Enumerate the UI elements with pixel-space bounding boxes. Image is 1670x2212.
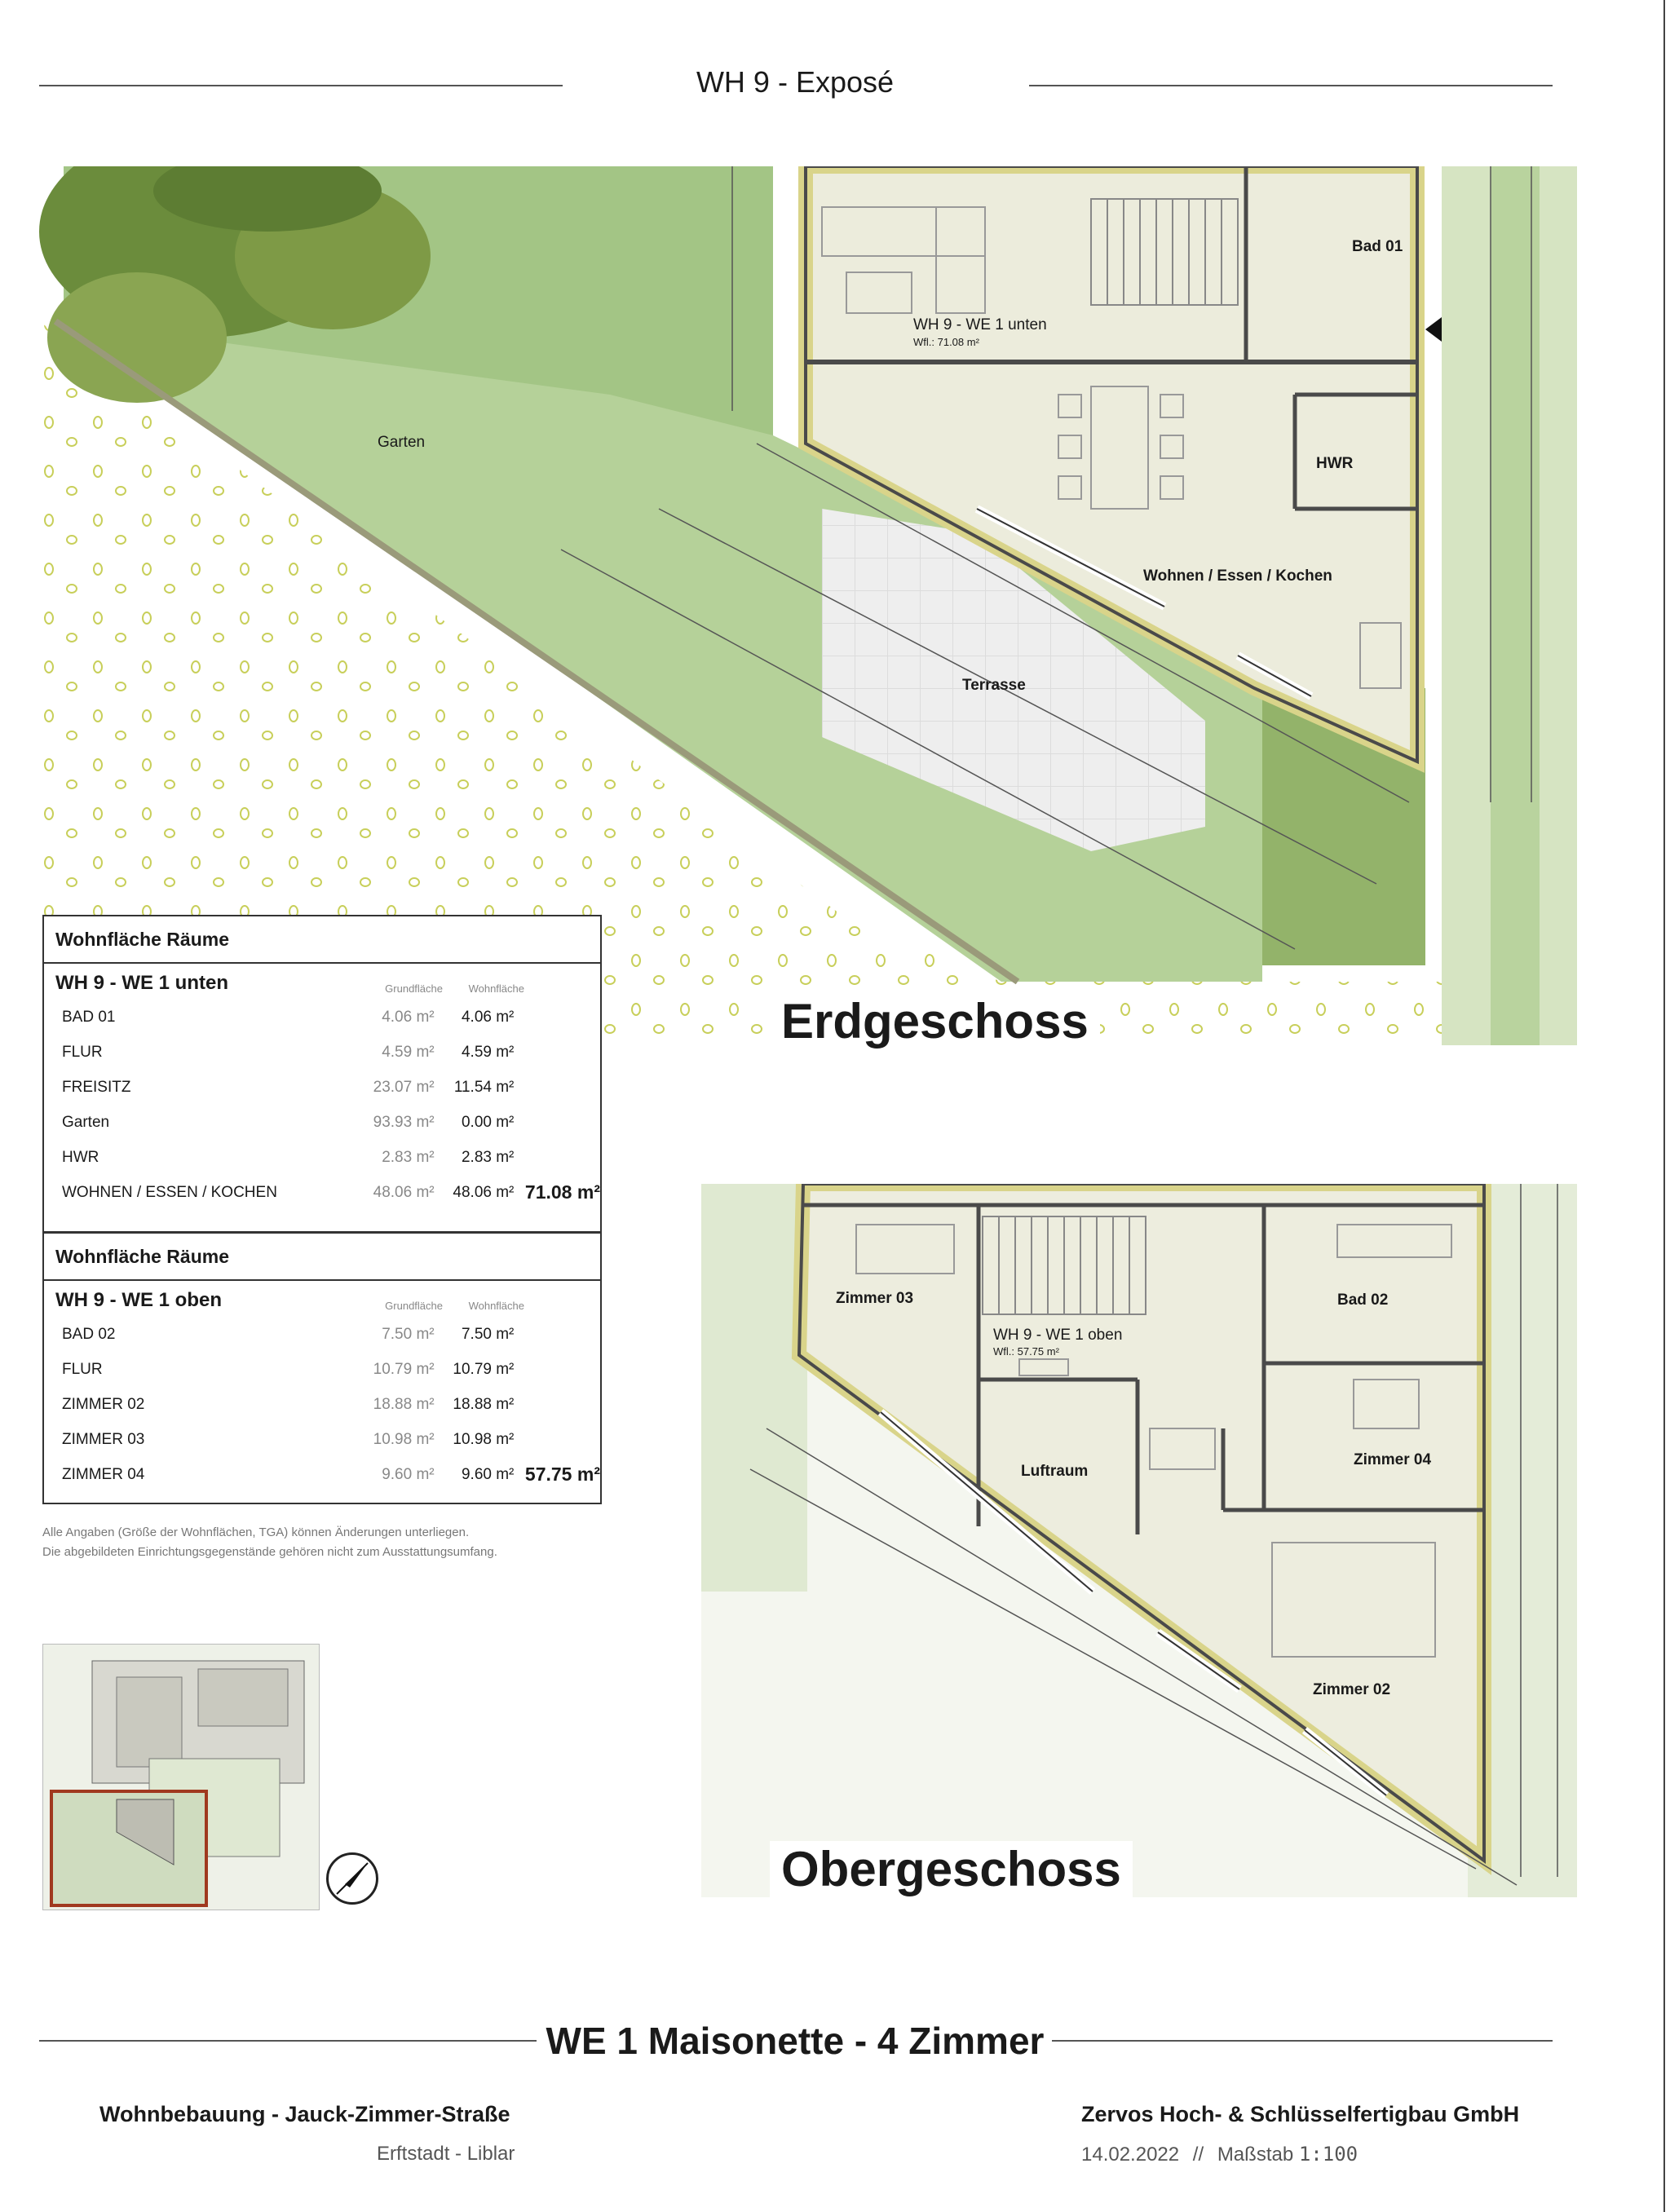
row-total: 57.75 m²	[524, 1464, 600, 1485]
row-wohn: 10.98 m²	[453, 1431, 515, 1448]
date-scale-line	[1081, 2143, 1358, 2166]
table-row	[44, 1422, 600, 1457]
table-row	[44, 1457, 600, 1492]
table-heading: Wohnfläche Räume	[44, 1234, 600, 1281]
row-grund: 10.98 m²	[373, 1431, 435, 1448]
table-row	[44, 1175, 600, 1210]
label-unit-unten-area: Wfl.: 71.08 m²	[913, 336, 979, 348]
row-wohn: 11.54 m²	[453, 1079, 515, 1096]
row-wohn: 2.83 m²	[461, 1149, 515, 1166]
row-wohn: 18.88 m²	[453, 1396, 515, 1413]
row-name: ZIMMER 03	[62, 1431, 145, 1448]
area-table-unten	[42, 915, 602, 1233]
row-grund: 4.06 m²	[382, 1009, 435, 1026]
table-row	[44, 1140, 600, 1175]
label-wohnen-essen-kochen: Wohnen / Essen / Kochen	[1143, 567, 1332, 585]
label-zimmer-02: Zimmer 02	[1313, 1681, 1391, 1698]
disclaimer-line-1: Alle Angaben (Größe der Wohnflächen, TGA) können Änderungen unterliegen.	[42, 1525, 470, 1539]
row-wohn: 48.06 m²	[453, 1184, 515, 1201]
table-row	[44, 1317, 600, 1352]
row-grund: 18.88 m²	[373, 1396, 435, 1413]
col-wohnflaeche: Wohnfläche	[468, 1300, 524, 1312]
row-wohn: 4.06 m²	[461, 1009, 515, 1026]
row-total	[514, 1070, 600, 1105]
row-name: ZIMMER 02	[62, 1396, 145, 1413]
table-unit: WH 9 - WE 1 oben	[55, 1289, 222, 1311]
row-name: FREISITZ	[62, 1079, 131, 1096]
project-name: Wohnbebauung - Jauck-Zimmer-Straße	[99, 2102, 510, 2126]
label-unit-oben-area: Wfl.: 57.75 m²	[993, 1345, 1059, 1358]
table-subheader	[44, 1281, 600, 1317]
label-unit-oben: WH 9 - WE 1 oben	[993, 1327, 1123, 1344]
row-total: 71.08 m²	[524, 1181, 600, 1203]
area-table-oben	[42, 1232, 602, 1504]
row-wohn: 7.50 m²	[461, 1326, 515, 1343]
row-name: Garten	[62, 1114, 110, 1131]
table-row	[44, 1387, 600, 1422]
row-name: BAD 01	[62, 1009, 116, 1026]
company-name: Zervos Hoch- & Schlüsselfertigbau GmbH	[1081, 2102, 1520, 2126]
footer-title	[0, 2019, 1590, 2063]
label-obergeschoss: Obergeschoss	[770, 1841, 1133, 1897]
table-subheader	[44, 964, 600, 1000]
label-zimmer-03: Zimmer 03	[836, 1290, 914, 1307]
row-grund: 48.06 m²	[373, 1184, 435, 1201]
label-bad-01: Bad 01	[1352, 238, 1403, 255]
row-name: FLUR	[62, 1361, 103, 1378]
row-name: HWR	[62, 1149, 99, 1166]
table-row	[44, 1352, 600, 1387]
row-name: BAD 02	[62, 1326, 116, 1343]
row-grund: 7.50 m²	[382, 1326, 435, 1343]
label-erdgeschoss: Erdgeschoss	[770, 993, 1100, 1049]
label-luftraum: Luftraum	[1021, 1463, 1089, 1480]
table-row	[44, 1105, 600, 1140]
table-heading: Wohnfläche Räume	[44, 916, 600, 964]
table-row	[44, 1035, 600, 1070]
label-hwr: HWR	[1316, 455, 1354, 472]
page-title: WH 9 - Exposé	[696, 65, 895, 99]
date-separator: //	[1192, 2144, 1204, 2166]
plan-date: 14.02.2022	[1081, 2144, 1180, 2166]
scale-label: Maßstab	[1217, 2144, 1294, 2166]
label-terrasse: Terrasse	[962, 677, 1026, 694]
row-grund: 93.93 m²	[373, 1114, 435, 1131]
row-grund: 10.79 m²	[373, 1361, 435, 1378]
row-wohn: 9.60 m²	[461, 1466, 515, 1483]
col-grundflaeche: Grundfläche	[385, 1300, 443, 1312]
row-grund: 4.59 m²	[382, 1044, 435, 1061]
table-row	[44, 1070, 600, 1105]
row-wohn: 0.00 m²	[461, 1114, 515, 1131]
col-grundflaeche: Grundfläche	[385, 982, 443, 995]
row-total	[514, 1105, 600, 1140]
row-total	[514, 1000, 600, 1035]
table-unit: WH 9 - WE 1 unten	[55, 972, 228, 994]
row-total	[514, 1352, 600, 1387]
upper-floor-plan	[701, 1184, 1577, 1897]
project-location: Erftstadt - Liblar	[377, 2143, 515, 2165]
row-total	[514, 1035, 600, 1070]
row-wohn: 4.59 m²	[461, 1044, 515, 1061]
col-wohnflaeche: Wohnfläche	[468, 982, 524, 995]
label-zimmer-04: Zimmer 04	[1354, 1451, 1432, 1468]
table-row	[44, 1000, 600, 1035]
label-garten: Garten	[378, 434, 426, 451]
footer-title-text: WE 1 Maisonette - 4 Zimmer	[538, 2020, 1053, 2062]
row-grund: 2.83 m²	[382, 1149, 435, 1166]
row-name: FLUR	[62, 1044, 103, 1061]
row-total	[514, 1317, 600, 1352]
row-wohn: 10.79 m²	[453, 1361, 515, 1378]
ground-floor-plan	[39, 166, 1577, 1045]
label-bad-02: Bad 02	[1337, 1291, 1389, 1309]
label-unit-unten: WH 9 - WE 1 unten	[913, 316, 1047, 333]
row-name: ZIMMER 04	[62, 1466, 145, 1483]
page-edge-line	[1663, 0, 1665, 2212]
scale-value: 1:100	[1298, 2143, 1359, 2166]
disclaimer-note	[42, 1523, 497, 1562]
row-total	[514, 1387, 600, 1422]
site-key-map	[42, 1644, 320, 1910]
north-arrow-icon	[326, 1852, 378, 1905]
row-grund: 9.60 m²	[382, 1466, 435, 1483]
row-total	[514, 1422, 600, 1457]
row-name: WOHNEN / ESSEN / KOCHEN	[62, 1184, 277, 1201]
disclaimer-line-2: Die abgebildeten Einrichtungsgegenstände gehören nicht zum Ausstattungsumfang.	[42, 1545, 497, 1559]
row-total	[514, 1140, 600, 1175]
row-grund: 23.07 m²	[373, 1079, 435, 1096]
